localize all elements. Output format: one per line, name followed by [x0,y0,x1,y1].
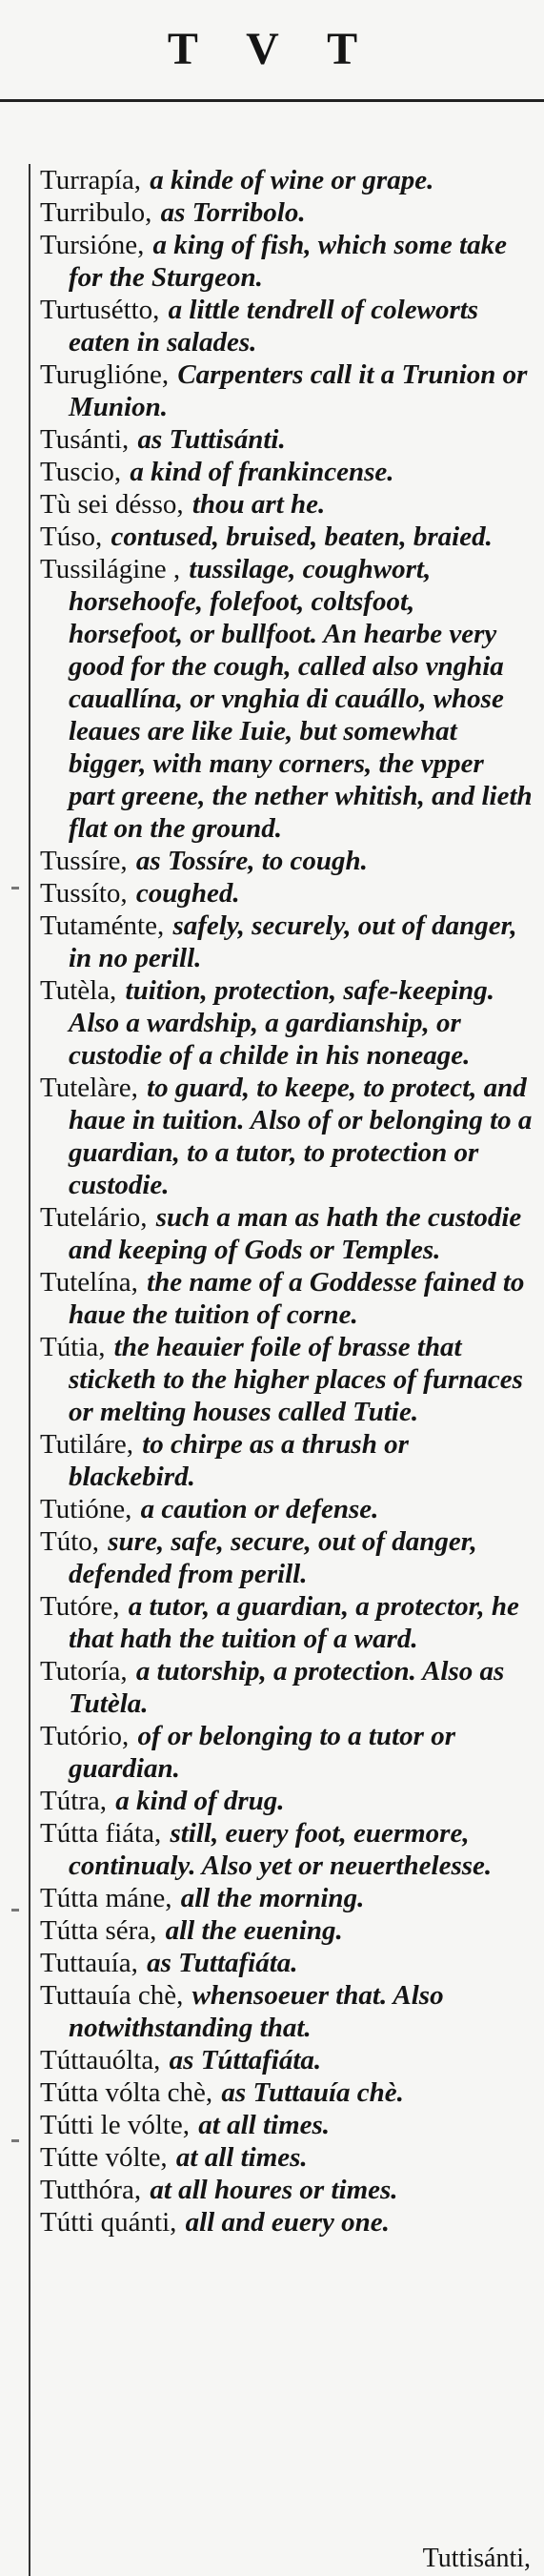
gloss: a little tendrell of coleworts eaten in salades. [69,295,479,358]
headword: Turtusétto, [40,295,160,325]
gloss: tussilage, coughwort, horsehoofe, folefoot, coltsfoot, horsefoot, or bullfoot. An hearbe very good for the cough, called also vnghia cauallína, or vnghia di cauállo, whose leaues are like Iuie, but somewhat bigger, with many corners, the vpper part greene, the nether whitish, and lieth flat on the ground. [69,554,533,844]
gloss: Carpenters call it a Trunion or Munion. [69,359,528,422]
headword: Tutaménte, [40,910,165,941]
headword: Turrapía, [40,165,142,195]
headword: Tussilágine , [40,554,181,584]
gloss: thou art he. [191,489,326,520]
gloss: tuition, protection, safe-keeping. Also a wardship, a gardianship, or custodie of a childe in his noneage. [69,975,494,1071]
gloss: a kinde of wine or grape. [150,165,434,195]
margin-mark [11,887,19,889]
dictionary-entry [40,2109,534,2141]
headword: Tù sei désso, [40,489,184,520]
dictionary-entry [40,877,534,910]
headword: Tussíto, [40,878,128,909]
gloss: such a man as hath the custodie and keeping of Gods or Temples. [69,1202,522,1265]
gloss: as Tossíre, to cough. [135,846,368,876]
running-head: T V T [167,24,377,74]
dictionary-entry [40,1590,534,1655]
gloss: at all times. [175,2142,308,2173]
headword: Tusánti, [40,424,130,455]
headword: Tussíre, [40,846,128,876]
dictionary-entry [40,164,534,196]
gloss: to guard, to keepe, to protect, and haue in tuition. Also of or belonging to a guardian, to a tutor, to protection or custodie. [69,1073,533,1200]
gloss: a caution or defense. [140,1494,379,1524]
dictionary-entry [40,1493,534,1525]
headword: Túttauólta, [40,2045,161,2075]
gloss: sure, safe, secure, out of danger, defended from perill. [69,1526,477,1589]
dictionary-entry [40,1785,534,1817]
dictionary-entry [40,1655,534,1720]
dictionary-entry [40,456,534,488]
gloss: of or belonging to a tutor or guardian. [69,1721,455,1784]
gloss: as Tuttauía chè. [221,2077,404,2108]
headword: Tutóre, [40,1591,120,1622]
gloss: all and euery one. [185,2207,390,2238]
dictionary-entry [40,1525,534,1590]
headword: Tútta fiáta, [40,1818,162,1849]
margin-rule [29,164,30,2576]
gloss: as Túttafiáta. [169,2045,322,2075]
dictionary-entry [40,1072,534,1201]
gloss: as Tuttisánti. [137,424,286,455]
dictionary-entry [40,358,534,423]
gloss: a tutorship, a protection. Also as Tutèla. [69,1656,505,1719]
headword: Tutèla, [40,975,117,1006]
gloss: safely, securely, out of danger, in no perill. [69,910,517,973]
dictionary-entry [40,196,534,229]
headword: Tútte vólte, [40,2142,168,2173]
headword: Túso, [40,521,103,552]
headword: Tutiláre, [40,1429,134,1460]
dictionary-entry [40,910,534,974]
dictionary-entry [40,845,534,877]
gloss: a king of fish, which some take for the Sturgeon. [69,230,507,293]
dictionary-entry [40,1979,534,2044]
gloss: the heauier foile of brasse that sticketh to the higher places of furnaces or melting houses called Tutie. [69,1332,523,1427]
dictionary-entry [40,2174,534,2206]
dictionary-entry [40,2141,534,2174]
dictionary-entry [40,1428,534,1493]
headword: Tútra, [40,1786,108,1816]
headword: Tútia, [40,1332,106,1362]
headword: Tursióne, [40,230,145,260]
gloss: at all houres or times. [150,2175,398,2205]
dictionary-entry [40,1331,534,1428]
headword: Túto, [40,1526,100,1557]
gloss: a tutor, a guardian, a protector, he that hath the tuition of a ward. [69,1591,519,1654]
gloss: to chirpe as a thrush or blackebird. [69,1429,409,1492]
headword: Tutelína, [40,1267,138,1298]
gloss: the name of a Goddesse fained to haue the tuition of corne. [69,1267,525,1330]
dictionary-entry [40,974,534,1072]
headword: Turuglióne, [40,359,170,390]
dictionary-entry [40,229,534,294]
headword: Turribulo, [40,197,152,228]
dictionary-entry [40,1720,534,1785]
headword: Tutoría, [40,1656,128,1687]
gloss: as Tuttafiáta. [147,1948,298,1978]
dictionary-entries [40,164,534,2547]
dictionary-entry [40,2044,534,2076]
headword: Tútta máne, [40,1883,172,1913]
gloss: coughed. [135,878,240,909]
margin-mark [11,2139,19,2142]
dictionary-entry [40,423,534,456]
gloss: a kind of frankincense. [130,457,394,487]
dictionary-entry [40,2076,534,2109]
dictionary-entry [40,1914,534,1947]
header-rule [0,99,544,102]
page-header [0,0,544,99]
headword: Tútta séra, [40,1915,157,1946]
headword: Tútti le vólte, [40,2110,191,2140]
dictionary-entry [40,488,534,521]
headword: Tuttauía, [40,1948,138,1978]
dictionary-entry [40,1266,534,1331]
dictionary-entry [40,553,534,845]
dictionary-entry [40,294,534,358]
headword: Tutório, [40,1721,130,1751]
gloss: contused, bruised, beaten, braied. [111,521,493,552]
gloss: as Torribolo. [160,197,306,228]
headword: Tutelário, [40,1202,148,1233]
headword: Tuscio, [40,457,122,487]
gloss: still, euery foot, euermore, continualy. Also yet or neuerthelesse. [69,1818,493,1881]
gloss: all the euening. [165,1915,343,1946]
headword: Tutióne, [40,1494,132,1524]
dictionary-entry [40,521,534,553]
margin-mark [11,1909,19,1912]
gloss: whensoeuer that. Also notwithstanding that. [69,1980,444,2043]
headword: Tútta vólta chè, [40,2077,213,2108]
dictionary-entry [40,2206,534,2239]
headword: Tutelàre, [40,1073,138,1103]
gloss: all the morning. [180,1883,365,1913]
dictionary-entry [40,1201,534,1266]
headword: Tútti quánti, [40,2207,177,2238]
headword: Tutthóra, [40,2175,142,2205]
dictionary-entry [40,1882,534,1914]
dictionary-entry [40,1817,534,1882]
headword: Tuttauía chè, [40,1980,184,2011]
gloss: a kind of drug. [115,1786,285,1816]
dictionary-entry [40,1947,534,1979]
catchword: Tuttisánti, [422,2544,531,2573]
gloss: at all times. [198,2110,331,2140]
